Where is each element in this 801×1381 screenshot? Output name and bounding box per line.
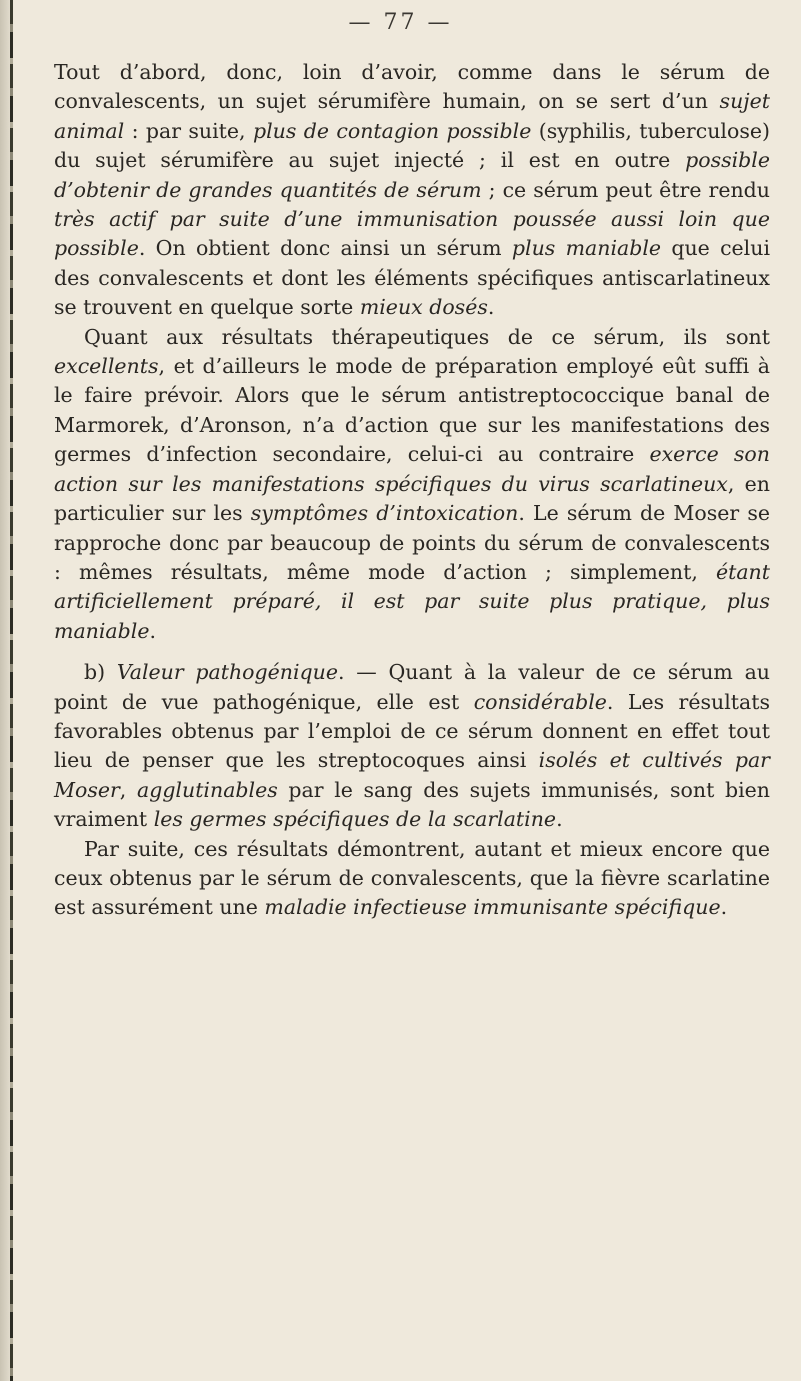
italic-text-run: isolés et cultivés par Moser: [54, 748, 770, 802]
page-number: — 77 —: [348, 10, 453, 35]
text-run: par le sang des sujets immunisés, sont bien vraiment: [54, 777, 770, 832]
italic-text-run: étant artificiellement préparé, il est par suite plus pratique, plus maniable: [54, 559, 770, 643]
text-run: .: [487, 295, 495, 320]
text-run: . — Quant à la valeur de ce sérum au point de vue pathogénique, elle est: [54, 660, 771, 714]
italic-text-run: les germes spécifiques de la scarlatine: [153, 807, 557, 832]
text-run: , et d’ailleurs le mode de préparation employé eût suffi à le faire prévoir. Alors que le sérum antistreptococcique banal de Marmorek, d’Aronson, n’a d’action que sur les manifestations des germes d’infection secondaire, celui-ci au contraire: [54, 354, 770, 467]
italic-text-run: sujet animal: [54, 89, 770, 143]
text-run: . Le sérum de Moser se rapproche donc par beaucoup de points du sérum de convalescents : mêmes résultats, même mode d’action ; simplement,: [54, 501, 770, 584]
italic-text-run: mieux dosés: [359, 295, 488, 320]
text-run: b): [84, 660, 117, 685]
text-run: Quant aux résultats thérapeutiques de ce sérum, ils sont: [84, 324, 770, 349]
text-run: , en particulier sur les: [54, 471, 770, 526]
italic-text-run: plus de contagion possible: [252, 118, 532, 143]
text-run: .: [149, 618, 156, 643]
text-run: .: [720, 895, 728, 920]
italic-text-run: plus maniable: [511, 236, 662, 261]
book-spine-strip: [10, 0, 13, 1381]
text-run: ; ce sérum peut être rendu: [481, 177, 770, 202]
text-run: . Les résultats favorables obtenus par l’emploi de ce sérum donnent en effet tout lieu de penser que les streptocoques ainsi: [54, 689, 770, 773]
text-run: (syphilis, tuberculose) du sujet sérumifère au sujet injecté ; il est en outre: [54, 118, 770, 173]
page-body: [54, 58, 770, 923]
italic-text-run: symptômes d’intoxication: [250, 501, 519, 526]
text-run: .: [556, 807, 563, 832]
paragraph: [54, 58, 770, 323]
italic-text-run: très actif par suite d’une immunisation poussée aussi loin que possible: [54, 207, 770, 261]
text-run: . On obtient donc ainsi un sérum: [138, 236, 512, 261]
text-run: que celui des convalescents et dont les éléments spécifiques antiscarlatineux se trouvent en quelque sorte: [54, 236, 770, 320]
text-run: ,: [119, 777, 137, 802]
paragraph: [54, 323, 770, 646]
italic-text-run: excellents: [54, 354, 159, 379]
italic-text-run: considérable: [473, 689, 607, 714]
italic-text-run: Valeur pathogénique: [116, 660, 338, 685]
italic-text-run: maladie infectieuse immunisante spécifique: [264, 895, 721, 920]
paragraph-section-b: [54, 658, 770, 834]
italic-text-run: possible d’obtenir de grandes quantités de sérum: [54, 148, 770, 202]
italic-text-run: exerce son action sur les manifestations spécifiques du virus scarlatineux: [54, 442, 770, 496]
text-run: : par suite,: [124, 118, 253, 143]
paragraph: [54, 835, 770, 923]
text-run: Tout d’abord, donc, loin d’avoir, comme dans le sérum de convalescents, un sujet sérumifère humain, on se sert d’un: [54, 60, 770, 114]
text-run: Par suite, ces résultats démontrent, autant et mieux encore que ceux obtenus par le sérum de convalescents, que la fièvre scarlatine est assurément une: [54, 836, 770, 920]
italic-text-run: agglutinables: [136, 777, 278, 802]
